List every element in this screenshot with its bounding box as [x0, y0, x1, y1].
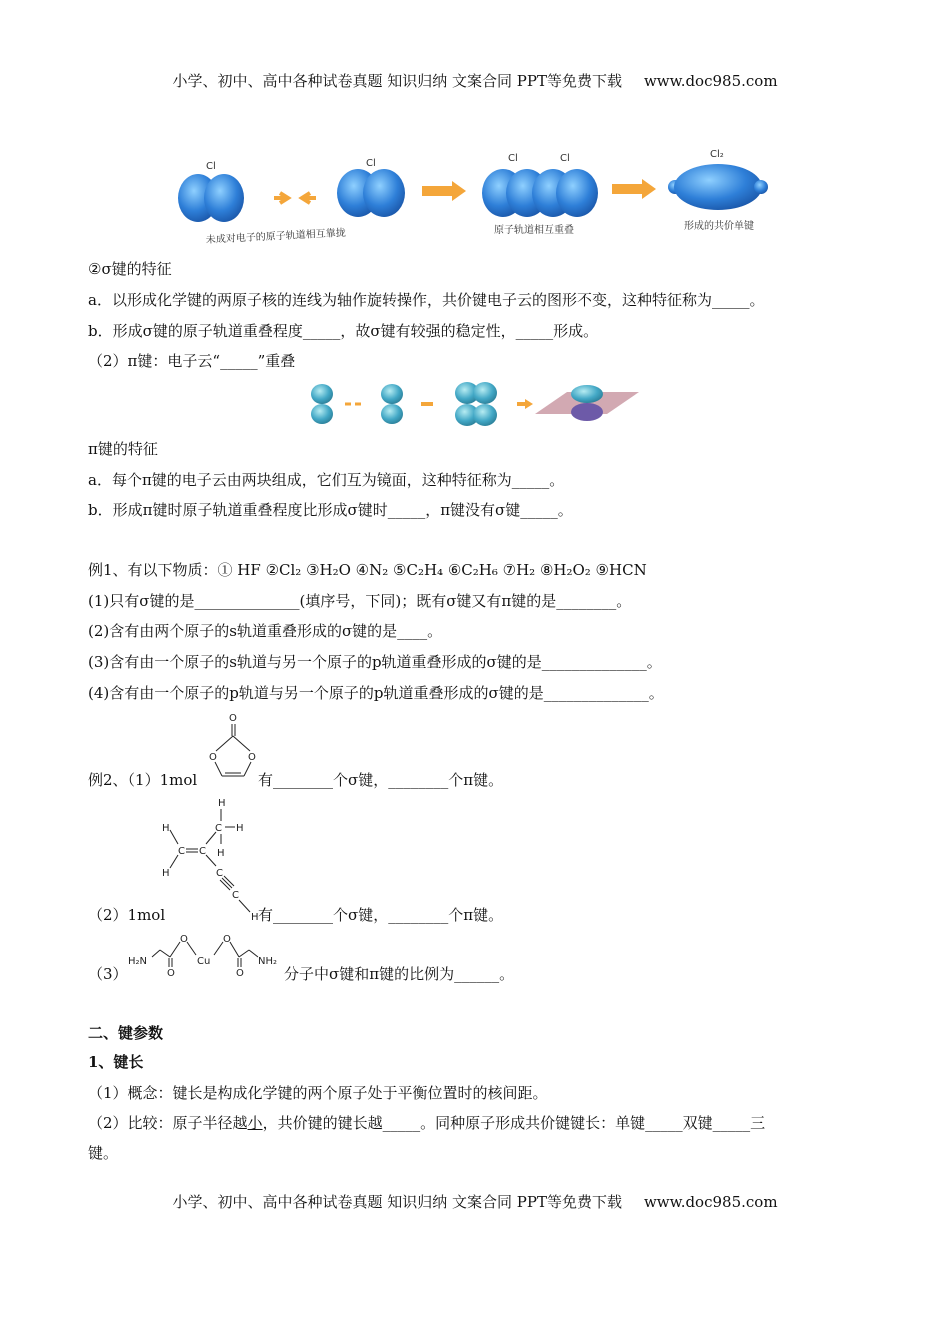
example2-q3-prefix: （3）: [88, 965, 128, 983]
orbital-lobe: [556, 169, 598, 217]
atom-o: O: [223, 934, 231, 945]
atom-c: C: [216, 868, 223, 879]
atom-h: H: [162, 823, 170, 834]
orbital-lobe: [363, 169, 405, 217]
atom-o: O: [248, 752, 256, 763]
page-footer: [0, 1191, 950, 1212]
molecule-copper-glycinate: [126, 930, 284, 982]
header-site: www.doc985.com: [643, 72, 778, 90]
compare-text-b: ，共价键的键长越_____。同种原子形成共价键键长：单键_____双键_____三: [262, 1114, 766, 1132]
example2-q2-suffix: 有________个σ键，________个π键。: [258, 906, 504, 924]
caption-overlap: 原子轨道相互重叠: [494, 225, 574, 236]
atom-cu: Cu: [197, 956, 211, 967]
atom-h: H: [162, 868, 170, 879]
example1-q3: (3)含有由一个原子的s轨道与另一个原子的p轨道重叠形成的σ键的是______________。: [88, 653, 662, 671]
example2-q1-suffix: 有________个σ键，________个π键。: [258, 771, 504, 789]
example2-q1-prefix: 例2、（1）1mol: [88, 771, 198, 789]
pi-feature-title: π键的特征: [88, 440, 158, 458]
example1-q4: (4)含有由一个原子的p轨道与另一个原子的p轨道重叠形成的σ键的是______________。: [88, 684, 664, 702]
compare-text-a: （2）比较：原子半径越: [88, 1114, 248, 1132]
pi-feature-b: b．形成π键时原子轨道重叠程度比形成σ键时_____，π键没有σ键_____。: [88, 501, 573, 519]
compare-underlined: 小: [247, 1114, 263, 1132]
atom-nh2: NH₂: [258, 956, 278, 967]
arrow-right-icon: [274, 193, 288, 203]
sigma-feature-b: b．形成σ键的原子轨道重叠程度_____，故σ键有较强的稳定性，_____形成。: [88, 322, 599, 340]
example1-q2: (2)含有由两个原子的s轨道重叠形成的σ键的是____。: [88, 622, 443, 640]
sigma-feature-title: ②σ键的特征: [88, 260, 172, 278]
orbital-lobe: [204, 174, 244, 222]
molecule-enyne: [158, 792, 268, 922]
atom-c: C: [199, 846, 206, 857]
page-header: [0, 70, 950, 91]
label-cl-4: Cl: [560, 153, 570, 164]
sigma-bond-cloud: [674, 164, 762, 210]
sigma-feature-a: a．以形成化学键的两原子核的连线为轴作旋转操作，共价键电子云的图形不变，这种特征称为_____。: [88, 291, 765, 309]
label-cl-1: Cl: [206, 161, 216, 172]
label-cl2: Cl₂: [710, 149, 724, 160]
header-text: 小学、初中、高中各种试卷真题 知识归纳 文案合同 PPT等免费下载: [172, 72, 622, 90]
atom-h: H: [218, 798, 226, 809]
atom-c: C: [178, 846, 185, 857]
bond-length-concept: （1）概念：键长是构成化学键的两个原子处于平衡位置时的核间距。: [88, 1084, 548, 1102]
footer-site: www.doc985.com: [643, 1193, 778, 1211]
atom-h: H: [251, 912, 259, 922]
bond-length-compare: [88, 1112, 765, 1133]
atom-o: O: [180, 934, 188, 945]
example2-q3-suffix: 分子中σ键和π键的比例为______。: [284, 965, 515, 983]
section-bond-length: 1、键长: [88, 1053, 144, 1071]
caption-single-bond: 形成的共价单键: [684, 221, 754, 232]
molecule-vinylene-carbonate: [208, 710, 260, 788]
example2-q2-prefix: （2）1mol: [88, 906, 166, 924]
arrow-left-icon: [302, 193, 316, 203]
atom-o: O: [167, 968, 175, 979]
sigma-bond-figure: [170, 143, 780, 253]
atom-o: O: [229, 713, 237, 724]
section-bond-parameters: 二、键参数: [88, 1024, 164, 1042]
pi-feature-a: a．每个π键的电子云由两块组成，它们互为镜面，这种特征称为_____。: [88, 471, 565, 489]
atom-h: H: [217, 848, 225, 859]
atom-nh2: H₂N: [128, 956, 148, 967]
caption-approach: 未成对电子的原子轨道相互靠拢: [205, 227, 346, 246]
label-cl-2: Cl: [366, 158, 376, 169]
atom-o: O: [236, 968, 244, 979]
example1-q1: (1)只有σ键的是______________(填序号，下同)；既有σ键又有π键的是________。: [88, 592, 632, 610]
atom-c: C: [232, 890, 239, 901]
pi-bond-figure: [305, 380, 645, 432]
atom-h: H: [236, 823, 244, 834]
pi-bond-heading: （2）π键：电子云“_____”重叠: [88, 352, 296, 370]
footer-text: 小学、初中、高中各种试卷真题 知识归纳 文案合同 PPT等免费下载: [172, 1193, 622, 1211]
example1-heading: 例1、有以下物质：① HF ②Cl₂ ③H₂O ④N₂ ⑤C₂H₄ ⑥C₂H₆ ⑦H₂ ⑧H₂O₂ ⑨HCN: [88, 561, 647, 579]
label-cl-3: Cl: [508, 153, 518, 164]
atom-c: C: [215, 823, 222, 834]
bond-length-compare-end: 键。: [88, 1144, 119, 1162]
atom-o: O: [209, 752, 217, 763]
